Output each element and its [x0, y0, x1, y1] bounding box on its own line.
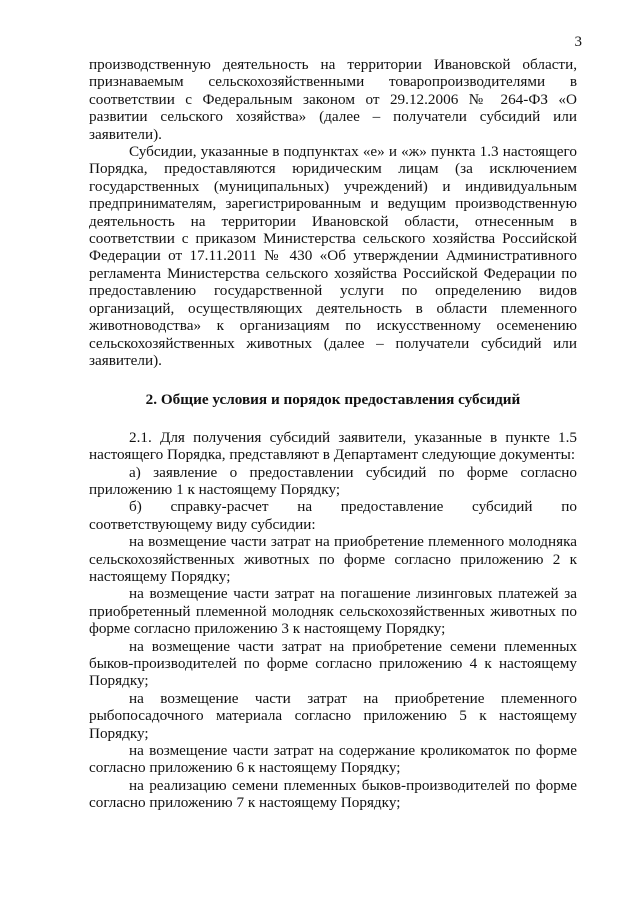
document-body: [89, 56, 577, 812]
item-b-rabbits: на возмещение части затрат на содержание кроликоматок по форме согласно приложению 6 к настоящему Порядку;: [89, 742, 577, 777]
item-b-livestock: на возмещение части затрат на приобретение племенного молодняка сельскохозяйственных животных по форме согласно приложению 2 к настоящему Порядку;: [89, 533, 577, 585]
item-a: а) заявление о предоставлении субсидий по форме согласно приложению 1 к настоящему Порядку;: [89, 463, 577, 498]
paragraph-continuation: производственную деятельность на территории Ивановской области, признаваемым сельскохозяйственными товаропроизводителями в соответствии с Федеральным законом от 29.12.2006 № 264-ФЗ «О развитии сельского хозяйства» (далее – получатели субсидий или заявители).: [89, 56, 577, 143]
item-b-semen-sale: на реализацию семени племенных быков-производителей по форме согласно приложению 7 к настоящему Порядку;: [89, 776, 577, 812]
item-b: б) справку-расчет на предоставление субсидий по соответствующему виду субсидии:: [89, 498, 577, 533]
page-number: 3: [574, 34, 582, 50]
item-b-leasing: на возмещение части затрат на погашение лизинговых платежей за приобретенный племенной молодняк сельскохозяйственных животных по форме согласно приложению 3 к настоящему Порядку;: [89, 585, 577, 638]
item-2-1: 2.1. Для получения субсидий заявители, указанные в пункте 1.5 настоящего Порядка, представляют в Департамент следующие документы:: [89, 428, 577, 464]
section-heading: 2. Общие условия и порядок предоставления субсидий: [145, 391, 521, 409]
item-b-semen-purchase: на возмещение части затрат на приобретение семени племенных быков-производителей по форме согласно приложению 4 к настоящему Порядку;: [89, 637, 577, 690]
paragraph-subsidies-e-zh: Субсидии, указанные в подпунктах «е» и «ж» пункта 1.3 настоящего Порядка, предоставляются юридическим лицам (за исключением государственных (муниципальных) учреждений) и индивидуальным предпринимателям, зарегистрированным и ведущим производственную деятельность на территории Ивановской области, отнесенным в соответствии с приказом Министерства сельского хозяйства Российской Федерации от 17.11.2011 № 430 «Об утверждении Административного регламента Министерства сельского хозяйства Российской Федерации по предоставлению государственной услуги по определению видов организаций, осуществляющих деятельность в области племенного животноводства» к организациям по искусственному осеменению сельскохозяйственных животных (далее – получатели субсидий или заявители).: [89, 143, 577, 369]
item-b-fish-material: на возмещение части затрат на приобретение племенного рыбопосадочного материала согласно приложению 5 к настоящему Порядку;: [89, 689, 577, 742]
